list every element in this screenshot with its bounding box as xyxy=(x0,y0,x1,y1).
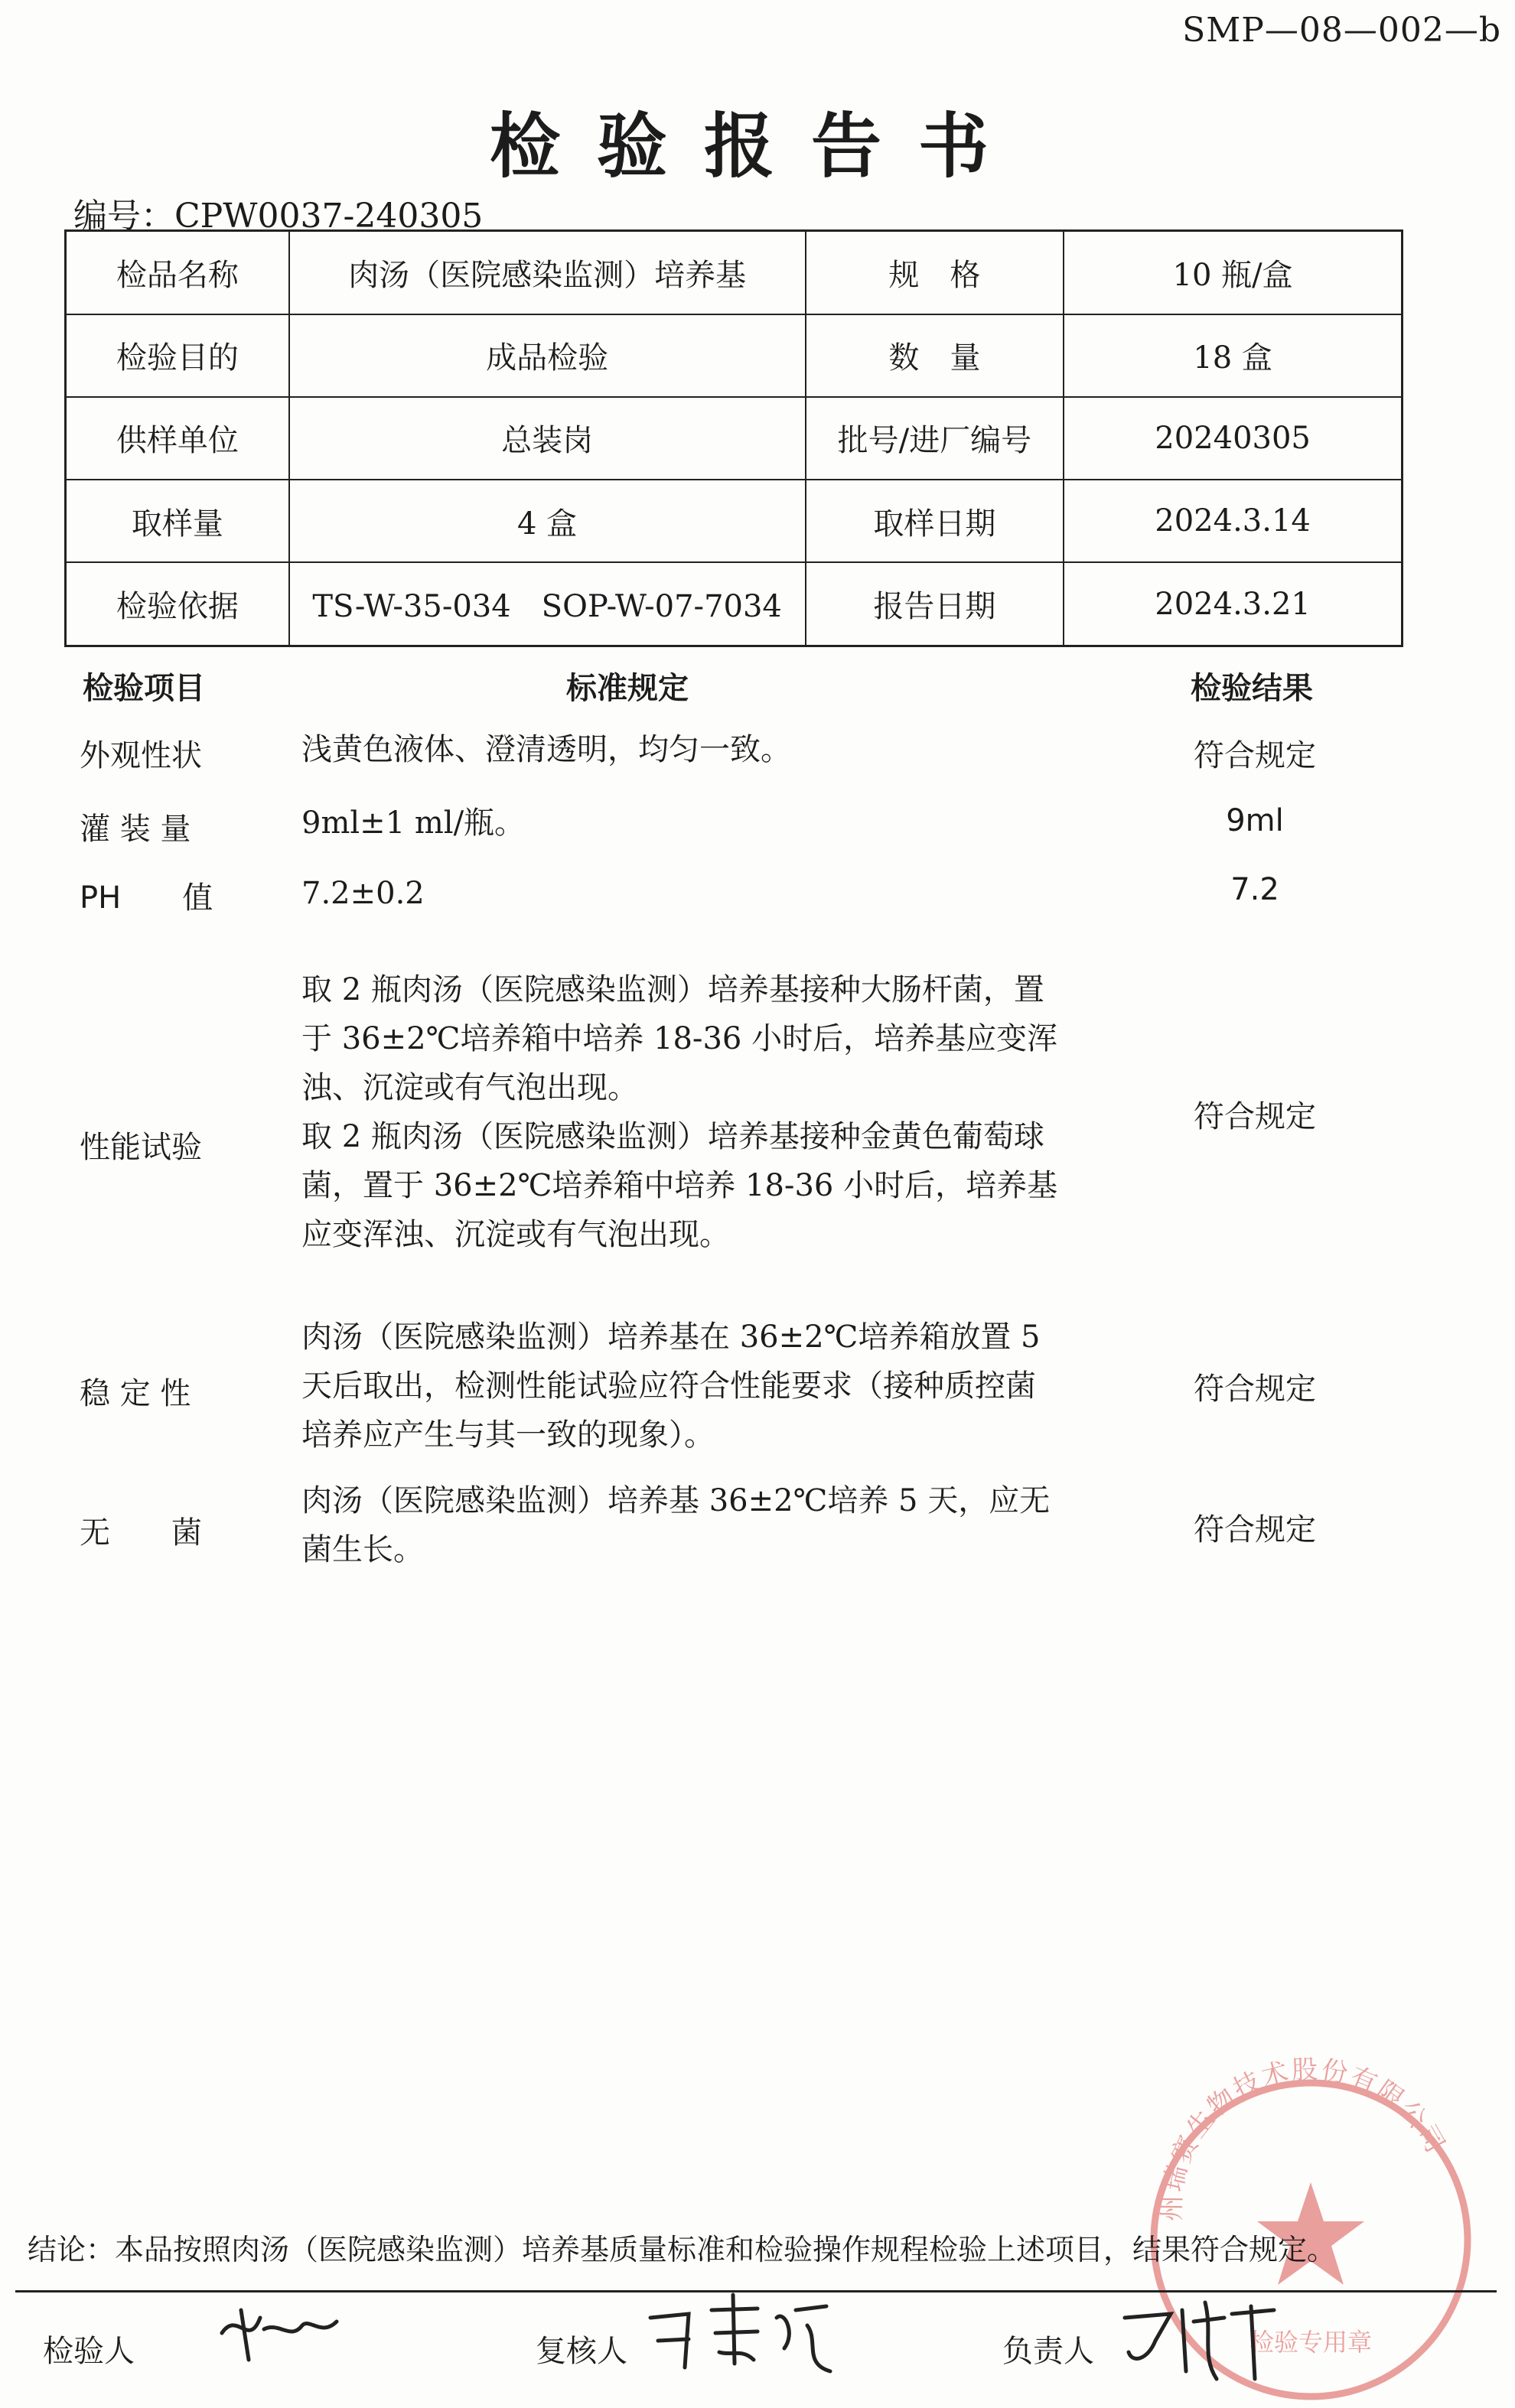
standard-line: 肉汤（医院感染监测）培养基 36±2℃培养 5 天，应无 xyxy=(301,1483,1051,1518)
header-result: 检验结果 xyxy=(1191,671,1313,706)
value-basis: TS-W-35-034 SOP-W-07-7034 xyxy=(289,562,806,646)
standard-ph xyxy=(301,869,1113,918)
stamp-arc-text: 州瑞赛生物技术股份有限公司 xyxy=(1156,2054,1451,2221)
result-appearance: 符合规定 xyxy=(1194,738,1316,773)
item-appearance: 外观性状 xyxy=(80,738,202,773)
standard-line: 菌生长。 xyxy=(301,1532,424,1567)
item-sterility: 无 菌 xyxy=(80,1515,202,1551)
label-quantity: 数 量 xyxy=(806,314,1064,397)
standard-line: 应变浑浊、沉淀或有气泡出现。 xyxy=(301,1217,730,1252)
standard-line: 菌，置于 36±2℃培养箱中培养 18-36 小时后，培养基 xyxy=(301,1168,1058,1203)
label-basis: 检验依据 xyxy=(66,562,289,646)
table-row xyxy=(66,480,1403,562)
standard-line: 7.2±0.2 xyxy=(301,876,425,911)
standard-appearance xyxy=(301,725,1113,774)
result-sterility: 符合规定 xyxy=(1194,1512,1316,1547)
table-row xyxy=(66,397,1403,480)
label-purpose: 检验目的 xyxy=(66,314,289,397)
value-report-date: 2024.3.21 xyxy=(1064,562,1402,646)
result-fill-volume: 9ml xyxy=(1226,803,1284,838)
responsible-label: 负责人 xyxy=(1002,2334,1094,2369)
value-quantity: 18 盒 xyxy=(1064,314,1402,397)
report-number: 编号：CPW0037-240305 xyxy=(73,197,484,236)
standard-line: 肉汤（医院感染监测）培养基在 36±2℃培养箱放置 5 xyxy=(301,1320,1041,1355)
standard-stability xyxy=(301,1313,1113,1459)
standard-line: 取 2 瓶肉汤（医院感染监测）培养基接种金黄色葡萄球 xyxy=(301,1119,1044,1154)
table-row xyxy=(66,231,1403,314)
label-report-date: 报告日期 xyxy=(806,562,1064,646)
stamp-sub-text: 检验专用章 xyxy=(1249,2328,1373,2357)
document-code: SMP—08—002—b xyxy=(1182,11,1501,50)
value-spec: 10 瓶/盒 xyxy=(1064,231,1402,314)
value-supplier: 总装岗 xyxy=(289,397,806,480)
item-performance: 性能试验 xyxy=(80,1130,202,1165)
standard-fill-volume xyxy=(301,799,1113,848)
standard-line: 培养应产生与其一致的现象）。 xyxy=(301,1417,715,1453)
header-standard: 标准规定 xyxy=(566,671,689,706)
value-sample-amount: 4 盒 xyxy=(289,480,806,562)
result-stability: 符合规定 xyxy=(1194,1372,1316,1407)
reviewer-label: 复核人 xyxy=(536,2334,627,2369)
standard-line: 取 2 瓶肉汤（医院感染监测）培养基接种大肠杆菌，置 xyxy=(301,972,1044,1007)
report-title: 检验报告书 xyxy=(489,105,1025,187)
standard-performance xyxy=(301,965,1113,1259)
label-supplier: 供样单位 xyxy=(66,397,289,480)
item-ph: PH 值 xyxy=(80,880,213,916)
standard-line: 浊、沉淀或有气泡出现。 xyxy=(301,1070,638,1105)
label-spec: 规 格 xyxy=(806,231,1064,314)
standard-line: 浅黄色液体、澄清透明，均匀一致。 xyxy=(301,732,791,767)
inspector-signature xyxy=(207,2287,360,2371)
value-purpose: 成品检验 xyxy=(289,314,806,397)
item-stability: 稳 定 性 xyxy=(80,1376,191,1411)
value-sample-date: 2024.3.14 xyxy=(1064,480,1402,562)
table-row xyxy=(66,562,1403,646)
standard-line: 9ml±1 ml/瓶。 xyxy=(301,805,526,841)
responsible-signature xyxy=(1109,2287,1293,2387)
result-ph: 7.2 xyxy=(1230,872,1279,907)
standard-sterility xyxy=(301,1476,1113,1574)
header-item: 检验项目 xyxy=(83,671,205,706)
label-sample-date: 取样日期 xyxy=(806,480,1064,562)
reviewer-signature xyxy=(643,2279,842,2387)
result-performance: 符合规定 xyxy=(1194,1099,1316,1134)
value-product-name: 肉汤（医院感染监测）培养基 xyxy=(289,231,806,314)
item-fill-volume: 灌 装 量 xyxy=(80,812,191,847)
label-sample-amount: 取样量 xyxy=(66,480,289,562)
info-table xyxy=(64,229,1403,647)
label-batch: 批号/进厂编号 xyxy=(806,397,1064,480)
standard-line: 天后取出，检测性能试验应符合性能要求（接种质控菌 xyxy=(301,1368,1036,1404)
value-batch: 20240305 xyxy=(1064,397,1402,480)
table-row xyxy=(66,314,1403,397)
standard-line: 于 36±2℃培养箱中培养 18-36 小时后，培养基应变浑 xyxy=(301,1021,1058,1056)
conclusion-text: 结论：本品按照肉汤（医院感染监测）培养基质量标准和检验操作规程检验上述项目，结果符合规定。 xyxy=(28,2233,1337,2266)
label-product-name: 检品名称 xyxy=(66,231,289,314)
inspector-label: 检验人 xyxy=(43,2334,135,2369)
